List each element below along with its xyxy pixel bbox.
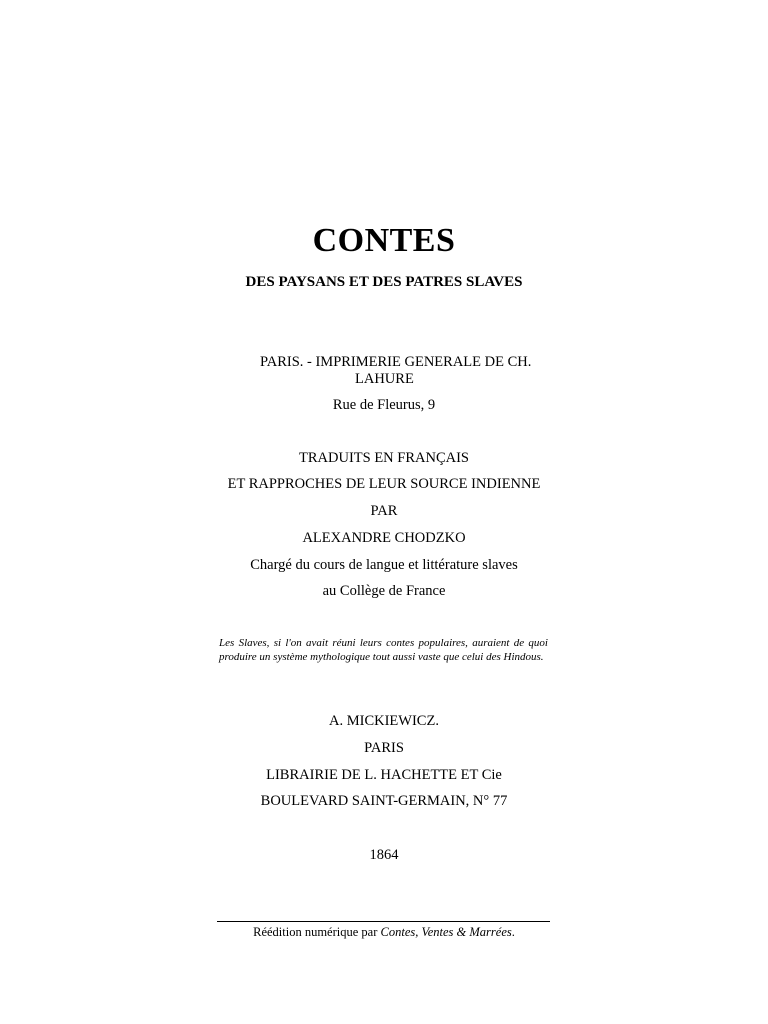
footer-divider: [217, 921, 550, 922]
printer-line-2: LAHURE: [355, 371, 414, 387]
publisher-city: PARIS: [364, 740, 404, 756]
translation-by: PAR: [370, 503, 398, 519]
footer-suffix: .: [511, 925, 515, 939]
printer-address: Rue de Fleurus, 9: [332, 397, 436, 413]
translation-line-1: TRADUITS EN FRANÇAIS: [299, 450, 469, 466]
footer-prefix: Réédition numérique par: [253, 925, 381, 939]
author-name: ALEXANDRE CHODZKO: [302, 530, 466, 546]
epigraph: Les Slaves, si l'on avait réuni leurs contes populaires, auraient de quoi produire un système mythologique tout aussi vaste que celui des Hindous.: [219, 637, 548, 663]
book-title: CONTES: [312, 222, 456, 259]
publisher-name: LIBRAIRIE DE L. HACHETTE ET Cie: [266, 767, 502, 783]
author-title: Chargé du cours de langue et littérature slaves: [250, 557, 518, 573]
publisher-address: BOULEVARD SAINT-GERMAIN, N° 77: [260, 793, 508, 809]
footer-credit: [0, 925, 768, 940]
footer-publisher: Contes, Ventes & Marrées: [380, 925, 512, 939]
printer-line-1: PARIS. - IMPRIMERIE GENERALE DE CH.: [260, 354, 532, 370]
author-institution: au Collège de France: [322, 583, 446, 599]
book-subtitle: DES PAYSANS ET DES PATRES SLAVES: [245, 274, 523, 290]
translation-line-2: ET RAPPROCHES DE LEUR SOURCE INDIENNE: [227, 476, 541, 492]
epigraph-attribution: A. MICKIEWICZ.: [329, 713, 439, 729]
publication-year: 1864: [369, 847, 399, 863]
